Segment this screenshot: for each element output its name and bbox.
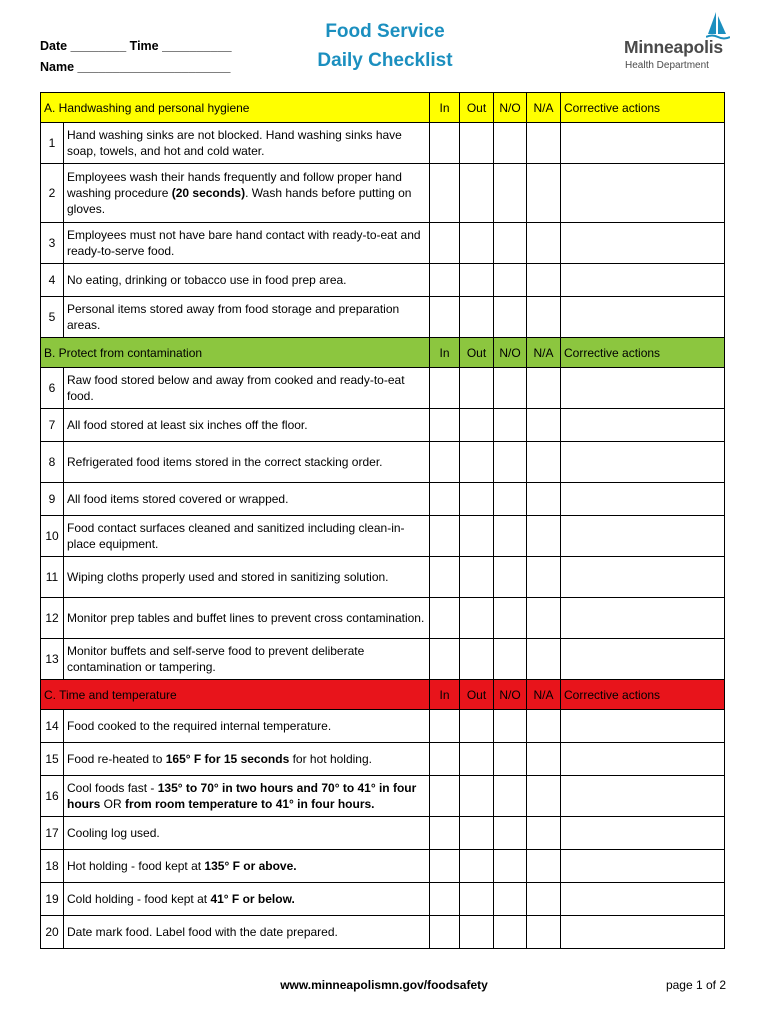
item-number: 2 bbox=[41, 164, 64, 223]
in-checkbox[interactable] bbox=[430, 743, 460, 776]
item-number: 9 bbox=[41, 483, 64, 516]
item-text-part: from room temperature to 41° in four hours. bbox=[125, 797, 375, 811]
in-checkbox[interactable] bbox=[430, 164, 460, 223]
item-number: 20 bbox=[41, 916, 64, 949]
item-text bbox=[64, 123, 430, 164]
no-checkbox[interactable] bbox=[494, 297, 527, 338]
no-checkbox[interactable] bbox=[494, 164, 527, 223]
item-text-part: Raw food stored below and away from cooked and ready-to-eat food. bbox=[67, 373, 405, 403]
col-out-header: Out bbox=[460, 93, 494, 123]
corrective-action-field[interactable] bbox=[561, 557, 725, 598]
out-checkbox[interactable] bbox=[460, 223, 494, 264]
checklist-row bbox=[41, 223, 725, 264]
in-checkbox[interactable] bbox=[430, 598, 460, 639]
checklist-row bbox=[41, 368, 725, 409]
na-checkbox[interactable] bbox=[527, 264, 561, 297]
item-text bbox=[64, 264, 430, 297]
out-checkbox[interactable] bbox=[460, 297, 494, 338]
no-checkbox[interactable] bbox=[494, 598, 527, 639]
checklist-row bbox=[41, 557, 725, 598]
in-checkbox[interactable] bbox=[430, 483, 460, 516]
col-na-header: N/A bbox=[527, 93, 561, 123]
in-checkbox[interactable] bbox=[430, 916, 460, 949]
date-name-fields bbox=[40, 36, 232, 78]
no-checkbox[interactable] bbox=[494, 850, 527, 883]
checklist-row bbox=[41, 598, 725, 639]
logo-name: Minneapolis bbox=[624, 37, 723, 57]
checklist-row bbox=[41, 817, 725, 850]
item-text bbox=[64, 776, 430, 817]
in-checkbox[interactable] bbox=[430, 409, 460, 442]
item-number: 14 bbox=[41, 710, 64, 743]
title-line-1: Food Service bbox=[325, 21, 445, 42]
in-checkbox[interactable] bbox=[430, 223, 460, 264]
item-text-part: 165° F for 15 seconds bbox=[165, 752, 290, 766]
item-text bbox=[64, 639, 430, 680]
item-number: 11 bbox=[41, 557, 64, 598]
item-text bbox=[64, 483, 430, 516]
in-checkbox[interactable] bbox=[430, 297, 460, 338]
no-checkbox[interactable] bbox=[494, 916, 527, 949]
no-checkbox[interactable] bbox=[494, 223, 527, 264]
out-checkbox[interactable] bbox=[460, 776, 494, 817]
item-text-part: Monitor buffets and self-serve food to prevent deliberate contamination or tampering. bbox=[67, 644, 365, 674]
no-checkbox[interactable] bbox=[494, 743, 527, 776]
item-number: 4 bbox=[41, 264, 64, 297]
checklist-table bbox=[40, 92, 725, 949]
checklist-row bbox=[41, 883, 725, 916]
na-checkbox[interactable] bbox=[527, 223, 561, 264]
out-checkbox[interactable] bbox=[460, 639, 494, 680]
col-out-header: Out bbox=[460, 338, 494, 368]
no-checkbox[interactable] bbox=[494, 557, 527, 598]
out-checkbox[interactable] bbox=[460, 850, 494, 883]
out-checkbox[interactable] bbox=[460, 164, 494, 223]
item-text bbox=[64, 409, 430, 442]
no-checkbox[interactable] bbox=[494, 264, 527, 297]
section-header bbox=[41, 93, 725, 123]
item-text bbox=[64, 883, 430, 916]
in-checkbox[interactable] bbox=[430, 368, 460, 409]
checklist-row bbox=[41, 297, 725, 338]
in-checkbox[interactable] bbox=[430, 850, 460, 883]
corrective-action-field[interactable] bbox=[561, 297, 725, 338]
checklist-row bbox=[41, 123, 725, 164]
item-text-part: Cold holding - food kept at bbox=[67, 892, 211, 906]
in-checkbox[interactable] bbox=[430, 883, 460, 916]
corrective-action-field[interactable] bbox=[561, 368, 725, 409]
corrective-action-field[interactable] bbox=[561, 817, 725, 850]
page-number: page 1 of 2 bbox=[665, 978, 726, 992]
col-na-header: N/A bbox=[527, 338, 561, 368]
corrective-action-field[interactable] bbox=[561, 639, 725, 680]
item-number: 19 bbox=[41, 883, 64, 916]
footer-url[interactable]: www.minneapolismn.gov/foodsafety bbox=[280, 978, 488, 992]
item-text bbox=[64, 916, 430, 949]
item-text-part: All food items stored covered or wrapped. bbox=[67, 492, 289, 506]
na-checkbox[interactable] bbox=[527, 516, 561, 557]
col-corrective-header: Corrective actions bbox=[561, 680, 725, 710]
out-checkbox[interactable] bbox=[460, 264, 494, 297]
in-checkbox[interactable] bbox=[430, 264, 460, 297]
no-checkbox[interactable] bbox=[494, 516, 527, 557]
item-text bbox=[64, 850, 430, 883]
item-text bbox=[64, 817, 430, 850]
na-checkbox[interactable] bbox=[527, 776, 561, 817]
corrective-action-field[interactable] bbox=[561, 164, 725, 223]
section-header bbox=[41, 338, 725, 368]
section-title: C. Time and temperature bbox=[41, 680, 430, 710]
col-corrective-header: Corrective actions bbox=[561, 93, 725, 123]
out-checkbox[interactable] bbox=[460, 483, 494, 516]
item-text bbox=[64, 442, 430, 483]
checklist-row bbox=[41, 516, 725, 557]
na-checkbox[interactable] bbox=[527, 743, 561, 776]
no-checkbox[interactable] bbox=[494, 710, 527, 743]
out-checkbox[interactable] bbox=[460, 516, 494, 557]
out-checkbox[interactable] bbox=[460, 883, 494, 916]
out-checkbox[interactable] bbox=[460, 916, 494, 949]
item-text-part: Employees wash their hands frequently and follow proper hand washing procedure bbox=[67, 170, 402, 200]
minneapolis-logo bbox=[624, 10, 734, 74]
item-number: 13 bbox=[41, 639, 64, 680]
na-checkbox[interactable] bbox=[527, 409, 561, 442]
corrective-action-field[interactable] bbox=[561, 850, 725, 883]
checklist-row bbox=[41, 776, 725, 817]
item-text bbox=[64, 598, 430, 639]
item-text bbox=[64, 516, 430, 557]
corrective-action-field[interactable] bbox=[561, 776, 725, 817]
item-text-part: Personal items stored away from food storage and preparation areas. bbox=[67, 302, 400, 332]
na-checkbox[interactable] bbox=[527, 639, 561, 680]
col-no-header: N/O bbox=[494, 338, 527, 368]
item-number: 6 bbox=[41, 368, 64, 409]
item-number: 12 bbox=[41, 598, 64, 639]
no-checkbox[interactable] bbox=[494, 883, 527, 916]
corrective-action-field[interactable] bbox=[561, 223, 725, 264]
section-title: B. Protect from contamination bbox=[41, 338, 430, 368]
no-checkbox[interactable] bbox=[494, 368, 527, 409]
na-checkbox[interactable] bbox=[527, 817, 561, 850]
col-corrective-header: Corrective actions bbox=[561, 338, 725, 368]
checklist-row bbox=[41, 264, 725, 297]
item-text-part: Refrigerated food items stored in the correct stacking order. bbox=[67, 455, 383, 469]
item-number: 1 bbox=[41, 123, 64, 164]
title-line-2: Daily Checklist bbox=[317, 50, 453, 71]
corrective-action-field[interactable] bbox=[561, 516, 725, 557]
section-title: A. Handwashing and personal hygiene bbox=[41, 93, 430, 123]
out-checkbox[interactable] bbox=[460, 743, 494, 776]
checklist-row bbox=[41, 483, 725, 516]
item-text bbox=[64, 164, 430, 223]
out-checkbox[interactable] bbox=[460, 409, 494, 442]
corrective-action-field[interactable] bbox=[561, 409, 725, 442]
item-text-part: Food re-heated to bbox=[67, 752, 166, 766]
item-text-part: OR bbox=[100, 797, 126, 811]
item-number: 3 bbox=[41, 223, 64, 264]
checklist-row bbox=[41, 916, 725, 949]
in-checkbox[interactable] bbox=[430, 776, 460, 817]
item-text-part: Cooling log used. bbox=[67, 826, 160, 840]
item-number: 8 bbox=[41, 442, 64, 483]
item-text-part: No eating, drinking or tobacco use in food prep area. bbox=[67, 273, 347, 287]
no-checkbox[interactable] bbox=[494, 817, 527, 850]
item-number: 15 bbox=[41, 743, 64, 776]
col-in-header: In bbox=[430, 338, 460, 368]
na-checkbox[interactable] bbox=[527, 883, 561, 916]
item-text-part: 41° F or below. bbox=[210, 892, 295, 906]
in-checkbox[interactable] bbox=[430, 516, 460, 557]
out-checkbox[interactable] bbox=[460, 598, 494, 639]
out-checkbox[interactable] bbox=[460, 557, 494, 598]
item-text bbox=[64, 557, 430, 598]
item-text bbox=[64, 710, 430, 743]
na-checkbox[interactable] bbox=[527, 710, 561, 743]
no-checkbox[interactable] bbox=[494, 776, 527, 817]
item-text-part: Date mark food. Label food with the date prepared. bbox=[67, 925, 338, 939]
checklist-row bbox=[41, 639, 725, 680]
section-header bbox=[41, 680, 725, 710]
checklist-row bbox=[41, 409, 725, 442]
item-text-part: for hot holding. bbox=[289, 752, 372, 766]
date-time-line[interactable]: Date ________ Time __________ bbox=[40, 39, 232, 53]
item-text bbox=[64, 223, 430, 264]
in-checkbox[interactable] bbox=[430, 557, 460, 598]
item-text bbox=[64, 368, 430, 409]
item-text bbox=[64, 743, 430, 776]
corrective-action-field[interactable] bbox=[561, 916, 725, 949]
in-checkbox[interactable] bbox=[430, 817, 460, 850]
in-checkbox[interactable] bbox=[430, 639, 460, 680]
item-text-part: Cool foods fast - bbox=[67, 781, 158, 795]
item-text-part: 135° F or above. bbox=[204, 859, 297, 873]
item-text-part: Employees must not have bare hand contact with ready-to-eat and ready-to-serve food. bbox=[67, 228, 421, 258]
col-in-header: In bbox=[430, 93, 460, 123]
corrective-action-field[interactable] bbox=[561, 883, 725, 916]
item-number: 10 bbox=[41, 516, 64, 557]
checklist-row bbox=[41, 442, 725, 483]
out-checkbox[interactable] bbox=[460, 368, 494, 409]
no-checkbox[interactable] bbox=[494, 483, 527, 516]
item-text-part: Monitor prep tables and buffet lines to prevent cross contamination. bbox=[67, 611, 425, 625]
in-checkbox[interactable] bbox=[430, 123, 460, 164]
item-number: 18 bbox=[41, 850, 64, 883]
in-checkbox[interactable] bbox=[430, 710, 460, 743]
out-checkbox[interactable] bbox=[460, 123, 494, 164]
item-text-part: . Wash hands before putting on gloves. bbox=[67, 186, 412, 216]
item-text-part: Hand washing sinks are not blocked. Hand washing sinks have soap, towels, and hot and cold water. bbox=[67, 128, 402, 158]
na-checkbox[interactable] bbox=[527, 297, 561, 338]
in-checkbox[interactable] bbox=[430, 442, 460, 483]
item-number: 16 bbox=[41, 776, 64, 817]
item-text-part: 135° to 70° in two hours and 70° to 41° in four hours bbox=[67, 781, 417, 811]
col-out-header: Out bbox=[460, 680, 494, 710]
corrective-action-field[interactable] bbox=[561, 598, 725, 639]
no-checkbox[interactable] bbox=[494, 442, 527, 483]
name-line[interactable]: Name ______________________ bbox=[40, 60, 231, 74]
page-title bbox=[290, 17, 480, 75]
corrective-action-field[interactable] bbox=[561, 123, 725, 164]
col-no-header: N/O bbox=[494, 93, 527, 123]
item-number: 17 bbox=[41, 817, 64, 850]
corrective-action-field[interactable] bbox=[561, 442, 725, 483]
no-checkbox[interactable] bbox=[494, 123, 527, 164]
na-checkbox[interactable] bbox=[527, 123, 561, 164]
corrective-action-field[interactable] bbox=[561, 483, 725, 516]
item-text-part: Hot holding - food kept at bbox=[67, 859, 205, 873]
na-checkbox[interactable] bbox=[527, 916, 561, 949]
item-text bbox=[64, 297, 430, 338]
out-checkbox[interactable] bbox=[460, 710, 494, 743]
item-text-part: (20 seconds) bbox=[171, 186, 246, 200]
col-na-header: N/A bbox=[527, 680, 561, 710]
na-checkbox[interactable] bbox=[527, 598, 561, 639]
checklist-row bbox=[41, 164, 725, 223]
logo-subtitle: Health Department bbox=[625, 60, 709, 71]
na-checkbox[interactable] bbox=[527, 442, 561, 483]
item-text-part: Food cooked to the required internal temperature. bbox=[67, 719, 332, 733]
corrective-action-field[interactable] bbox=[561, 264, 725, 297]
na-checkbox[interactable] bbox=[527, 164, 561, 223]
item-text-part: Food contact surfaces cleaned and sanitized including clean-in-place equipment. bbox=[67, 521, 405, 551]
out-checkbox[interactable] bbox=[460, 442, 494, 483]
checklist-row bbox=[41, 743, 725, 776]
checklist-row bbox=[41, 850, 725, 883]
col-no-header: N/O bbox=[494, 680, 527, 710]
na-checkbox[interactable] bbox=[527, 483, 561, 516]
no-checkbox[interactable] bbox=[494, 409, 527, 442]
na-checkbox[interactable] bbox=[527, 850, 561, 883]
na-checkbox[interactable] bbox=[527, 368, 561, 409]
out-checkbox[interactable] bbox=[460, 817, 494, 850]
item-number: 5 bbox=[41, 297, 64, 338]
na-checkbox[interactable] bbox=[527, 557, 561, 598]
col-in-header: In bbox=[430, 680, 460, 710]
item-text-part: Wiping cloths properly used and stored in sanitizing solution. bbox=[67, 570, 389, 584]
corrective-action-field[interactable] bbox=[561, 743, 725, 776]
checklist-row bbox=[41, 710, 725, 743]
item-text-part: All food stored at least six inches off the floor. bbox=[67, 418, 308, 432]
item-number: 7 bbox=[41, 409, 64, 442]
no-checkbox[interactable] bbox=[494, 639, 527, 680]
corrective-action-field[interactable] bbox=[561, 710, 725, 743]
